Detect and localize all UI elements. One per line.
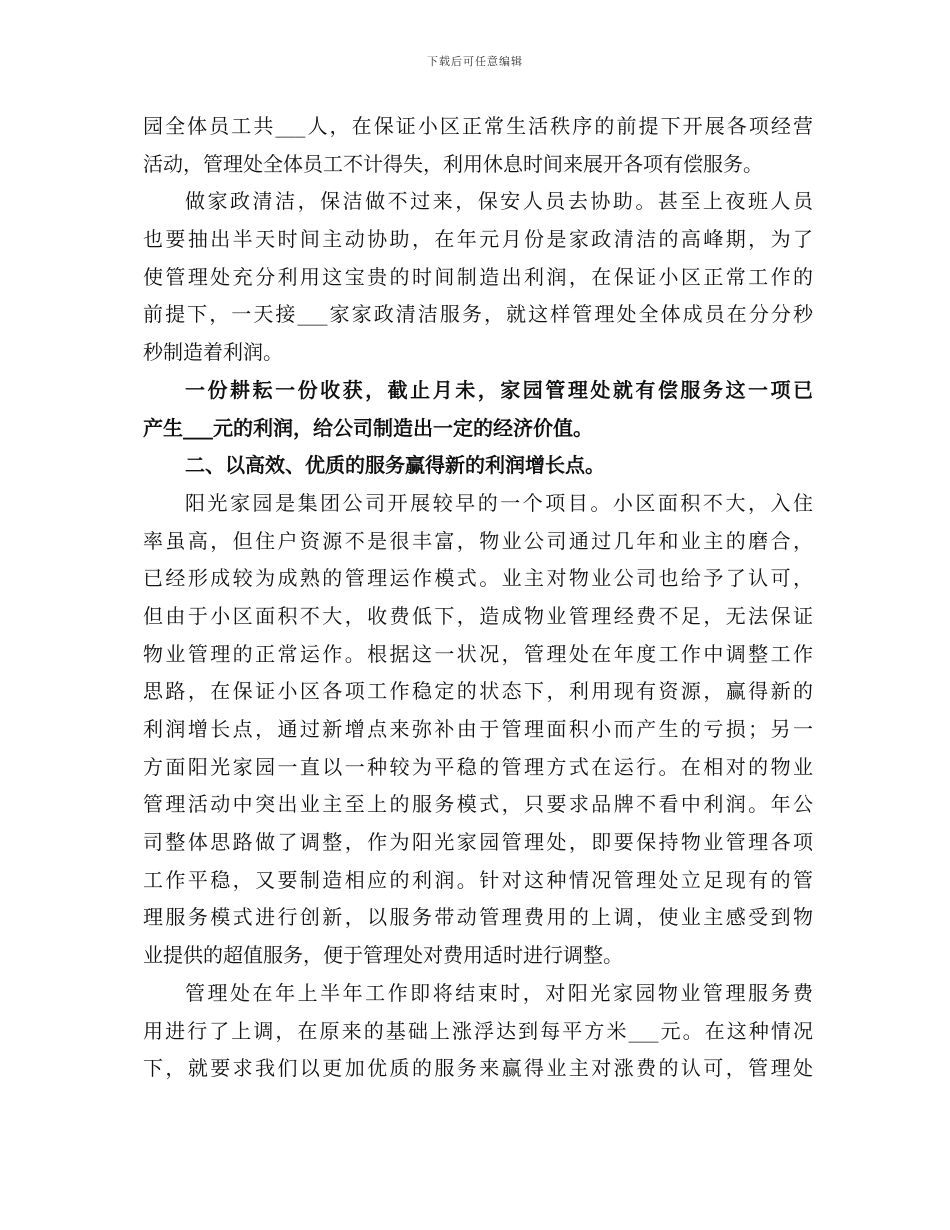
text-line: 秒制造着利润。 bbox=[143, 340, 283, 365]
page-header: 下载后可任意编辑 bbox=[427, 55, 523, 68]
text-line: 理服务模式进行创新，以服务带动管理费用的上调，使业主感受到物 bbox=[143, 905, 813, 930]
text-line: 司整体思路做了调整，作为阳光家园管理处，即要保持物业管理各项 bbox=[143, 830, 813, 855]
bold-text-line: 一份耕耘一份收获，截止月未，家园管理处就有偿服务这一项已 bbox=[185, 377, 813, 402]
text-line: 使管理处充分利用这宝贵的时间制造出利润，在保证小区正常工作的 bbox=[143, 264, 813, 289]
text-line: 物业管理的正常运作。根据这一状况，管理处在年度工作中调整工作 bbox=[143, 641, 813, 666]
text-line: 方面阳光家园一直以一种较为平稳的管理方式在运行。在相对的物业 bbox=[143, 754, 813, 779]
text-line: 做家政清洁，保洁做不过来，保安人员去协助。甚至上夜班人员 bbox=[185, 189, 813, 214]
text-line: 但由于小区面积不大，收费低下，造成物业管理经费不足，无法保证 bbox=[143, 603, 813, 628]
text-line: 阳光家园是集团公司开展较早的一个项目。小区面积不大，入住 bbox=[185, 490, 813, 515]
section-heading: 二、以高效、优质的服务赢得新的利润增长点。 bbox=[185, 453, 605, 478]
text-line: 前提下，一天接___家家政清洁服务，就这样管理处全体成员在分分秒 bbox=[143, 302, 813, 327]
text-line: 已经形成较为成熟的管理运作模式。业主对物业公司也给予了认可， bbox=[143, 566, 813, 591]
text-line: 业提供的超值服务，便于管理处对费用适时进行调整。 bbox=[143, 943, 623, 968]
text-line: 管理处在年上半年工作即将结束时，对阳光家园物业管理服务费 bbox=[185, 980, 813, 1005]
text-line: 活动，管理处全体员工不计得失，利用休息时间来展开各项有偿服务。 bbox=[143, 151, 763, 176]
text-line: 下，就要求我们以更加优质的服务来赢得业主对涨费的认可，管理处 bbox=[143, 1056, 813, 1081]
text-line: 思路，在保证小区各项工作稳定的状态下，利用现有资源，赢得新的 bbox=[143, 679, 813, 704]
text-line: 利润增长点，通过新增点来弥补由于管理面积小而产生的亏损；另一 bbox=[143, 717, 813, 741]
text-line: 园全体员工共___人，在保证小区正常生活秩序的前提下开展各项经营 bbox=[143, 114, 813, 138]
bold-text-line: 产生___元的利润，给公司制造出一定的经济价值。 bbox=[143, 415, 593, 440]
text-line: 管理活动中突出业主至上的服务模式，只要求品牌不看中利润。年公 bbox=[143, 792, 813, 817]
text-line: 也要抽出半天时间主动协助，在年元月份是家政清洁的高峰期，为了 bbox=[143, 227, 813, 252]
text-line: 率虽高，但住户资源不是很丰富，物业公司通过几年和业主的磨合， bbox=[143, 528, 813, 553]
document-body bbox=[143, 108, 813, 1088]
text-line: 用进行了上调，在原来的基础上涨浮达到每平方米___元。在这种情况 bbox=[143, 1018, 813, 1043]
text-line: 工作平稳，又要制造相应的利润。针对这种情况管理处立足现有的管 bbox=[143, 867, 813, 892]
